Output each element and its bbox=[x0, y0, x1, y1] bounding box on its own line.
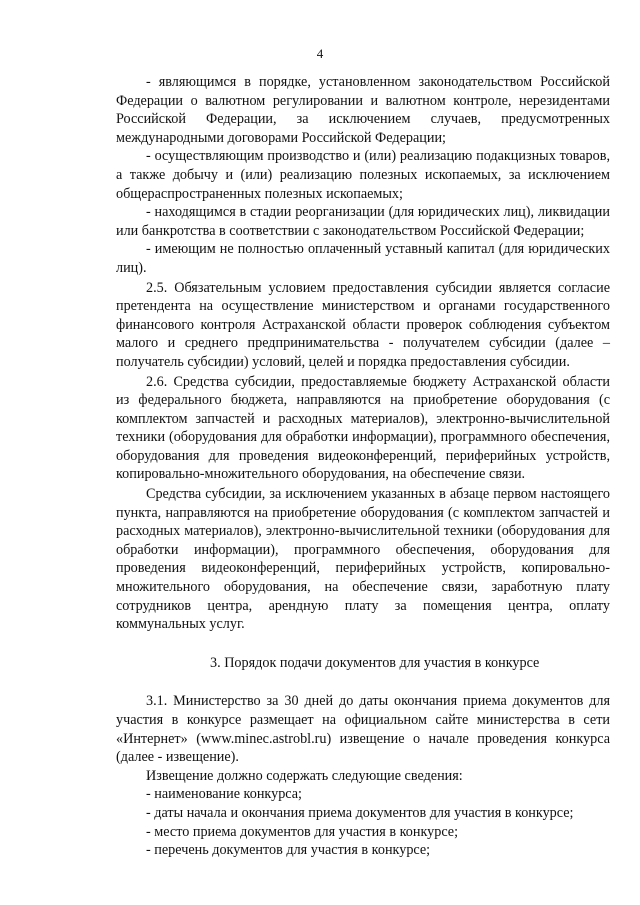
page-number: 4 bbox=[316, 46, 324, 61]
paragraph-3-1: 3.1. Министерство за 30 дней до даты окончания приема документов для участия в конкурсе размещает на официальном сайте министерства в сети «Интернет» (www.minec.astrobl.ru) извещение о начале проведения конкурса (далее - извещение). bbox=[116, 693, 610, 766]
paragraph-excise-goods: - осуществляющим производство и (или) реализацию подакцизных товаров, а также добычу и (или) реализацию полезных ископаемых, за исключением общераспространенных полезных ископаемых; bbox=[116, 148, 610, 202]
section-heading: 3. Порядок подачи документов для участия в конкурсе bbox=[210, 654, 540, 671]
list-item: - перечень документов для участия в конкурсе; bbox=[146, 842, 431, 859]
paragraph-notice-contents: Извещение должно содержать следующие сведения: bbox=[146, 767, 463, 784]
paragraph-authorized-capital: - имеющим не полностью оплаченный уставный капитал (для юридических лиц). bbox=[116, 241, 610, 276]
list-item: - даты начала и окончания приема документов для участия в конкурсе; bbox=[146, 804, 574, 821]
paragraph-subsidy-funds: Средства субсидии, за исключением указанных в абзаце первом настоящего пункта, направляются на приобретение оборудования (с комплектом запчастей и расходных материалов), электронно-вычислительной техники (оборудования для обработки информации), программного обеспечения, оборудования для проведения видеоконференций, периферийных устройств, копировально-множительного оборудования, на обеспечение связи, заработную плату сотрудников центра, арендную плату за помещения центра, оплату коммунальных услуг. bbox=[116, 486, 610, 633]
list-item: - наименование конкурса; bbox=[146, 786, 302, 803]
paragraph-2-5: 2.5. Обязательным условием предоставления субсидии является согласие претендента на осуществление министерством и органами государственного финансового контроля Астраханской области проверок соблюдения субъектом малого и среднего предпринимательства - получателем субсидии (далее – получатель субсидии) условий, целей и порядка предоставления субсидии. bbox=[116, 279, 610, 370]
paragraph-nonresidents: - являющимся в порядке, установленном законодательством Российской Федерации о валютном регулировании и валютном контроле, нерезидентами Российской Федерации, за исключением случаев, предусмотренных международными договорами Российской Федерации; bbox=[116, 74, 610, 146]
paragraph-2-6: 2.6. Средства субсидии, предоставляемые бюджету Астраханской области из федерального бюджета, направляются на приобретение оборудования (с комплектом запчастей и расходных материалов), электронно-вычислительной техники (оборудования для обработки информации), программного обеспечения, оборудования для проведения видеоконференций, периферийных устройств, копировально-множительного оборудования, на обеспечение связи. bbox=[116, 373, 610, 483]
list-item: - место приема документов для участия в конкурсе; bbox=[146, 823, 459, 840]
document-body bbox=[116, 73, 610, 860]
paragraph-reorganization: - находящимся в стадии реорганизации (для юридических лиц), ликвидации или банкротства в соответствии с законодательством Российской Федерации; bbox=[116, 204, 610, 239]
